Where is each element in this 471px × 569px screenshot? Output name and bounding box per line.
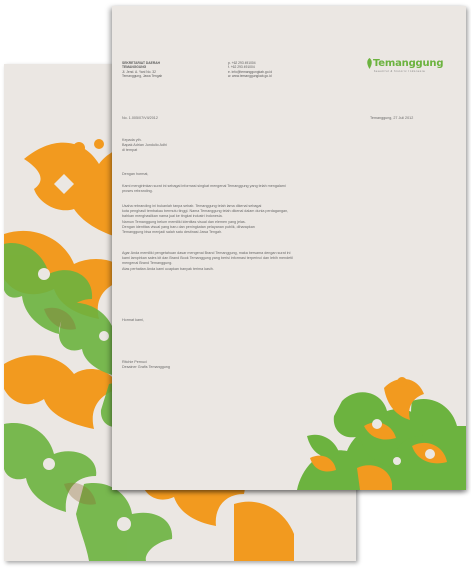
sender-address-block [122,61,162,79]
paragraph-line: proses rebranding. [122,189,153,194]
paragraph-line: Temanggung bisa menjadi salah satu destinasi Jawa Tengah. [122,230,223,235]
letter-date: Temanggung, 27 Juli 2012 [370,116,414,120]
address-line-1: Jl. Jend. A. Yani No. 32 [122,69,156,74]
recipient-line: di tempat [122,148,138,153]
phone: p. +62 293 491004 [228,61,256,65]
paragraph-1 [122,184,286,194]
paragraph-line: Kami mengirimkan surat ini sebagai informasi singkat mengenai Temanggung yang telah mengalami [122,184,286,188]
signature-block [122,360,170,370]
contact-block [228,61,272,79]
paragraph-line: kota penghasil tembakau bermutu tinggi. Nama Temanggung telah dikenal dalam dunia perdagangan, [122,209,289,214]
paragraph-line: kami lampirkan sales kit dan Brand Book Temanggung yang berisi informasi terperinci dan lebih mendetil [122,256,293,261]
paragraph-line: Agar Anda memiliki pengetahuan dasar mengenai Brand Temanggung, maka bersama dengan surat ini [122,251,291,255]
recipient-line: Kepada yth. [122,138,142,142]
paragraph-line: Dengan identitas visual yang baru dan peningkatan pelayanan publik, diharapkan [122,224,255,229]
greeting: Dengan hormat, [122,172,149,176]
paragraph-line: mengenai Brand Temanggung. [122,261,173,266]
dept-name: TEMANGGUNG [122,65,147,70]
recipient-line: Bapak Adrian Jundulio Adhi [122,143,167,148]
closing: Hormat kami, [122,318,144,322]
website: w. www.temanggungkab.go.id [228,74,272,79]
signer-name: Ritchie Pernuci [122,360,147,364]
recipient-block [122,138,167,154]
address-line-2: Temanggung, Jawa Tengah [122,74,163,79]
paragraph-line: bahkan menghasilkan nama jual ke tingkat industri Indonesia. [122,214,223,219]
paragraph-2 [122,204,288,235]
paragraph-line: Namun Temanggung belum memiliki identitas visual dan elemen yang jelas. [122,219,246,224]
temanggung-logo [365,58,444,80]
email: e. info@temanggungkab.go.id [228,69,273,74]
signer-title: Desainer Grafis Temanggung [122,365,170,370]
org-name: SEKRETARIAT DAERAH [122,61,160,65]
paragraph-line: Usaha rebranding ini bukanlah tanpa sebab. Temanggung telah lama dikenal sebagai [122,204,262,208]
logo-wordmark: Temanggung [373,58,444,69]
paragraph-line: Atas perhatian Anda kami ucapkan banyak terima kasih. [122,266,214,271]
letter-number: No. 1.005/07/VII/2012 [122,116,158,120]
fax: f. +62 293 491004 [228,65,255,70]
logo-tagline: beautiful & historic Indonesia [374,70,426,73]
paragraph-3 [122,251,293,272]
front-letterhead-sheet [112,6,466,490]
